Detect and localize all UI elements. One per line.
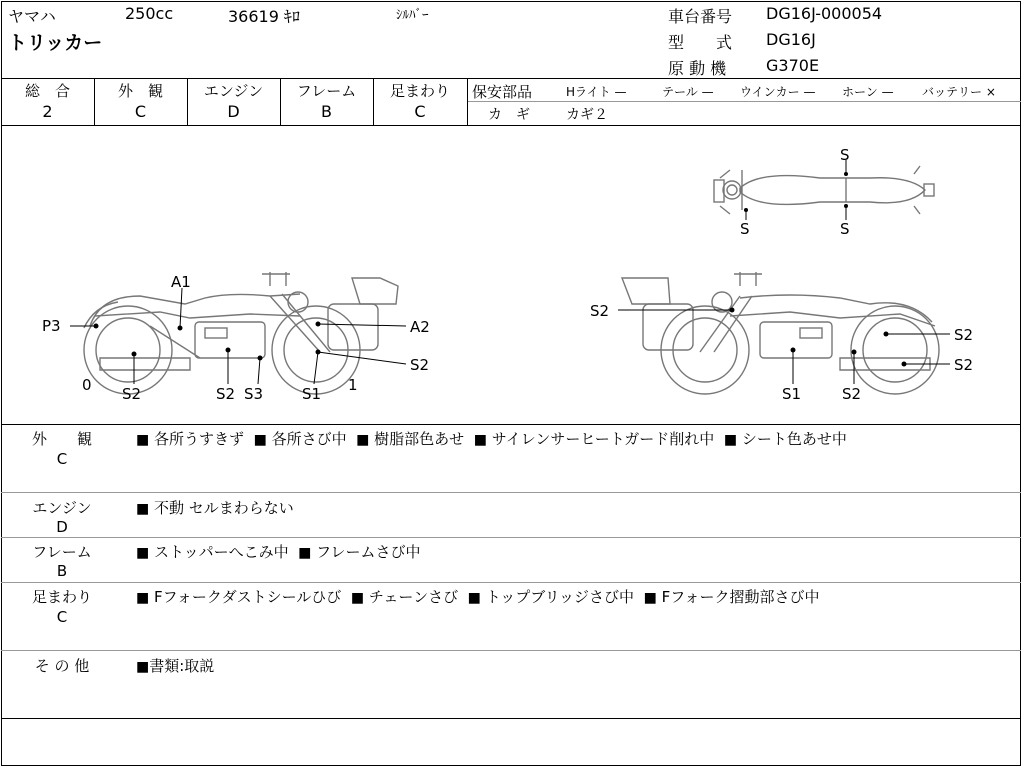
- mileage: 36619 ｷﾛ: [228, 7, 300, 26]
- safety-taillight: テール —: [662, 85, 714, 99]
- remark-category: 足まわり: [31, 588, 92, 606]
- key-value: カギ２: [566, 107, 608, 123]
- color: ｼﾙﾊﾞｰ: [396, 8, 429, 23]
- divider: [467, 78, 468, 125]
- divider: [1, 537, 1021, 538]
- diagram-label: S2: [954, 326, 974, 344]
- diagram-label: S1: [302, 385, 322, 403]
- remark-category: そ の 他: [34, 657, 90, 675]
- diagram-label: 1: [348, 376, 358, 394]
- remark-items: ■ 各所うすきず ■ 各所さび中 ■ 樹脂部色あせ ■ サイレンサーヒートガード削れ中 ■ シート色あせ中: [136, 430, 847, 448]
- type-value: DG16J: [766, 30, 816, 49]
- diagram-label: S2: [590, 302, 610, 320]
- safety-horn: ホーン —: [842, 85, 894, 99]
- engine-label: 原 動 機: [668, 59, 727, 78]
- frame-no-label: 車台番号: [668, 7, 733, 26]
- divider: [1, 582, 1021, 583]
- remark-items: ■ Fフォークダストシールひび ■ チェーンさび ■ トップブリッジさび中 ■ Fフォーク摺動部さび中: [136, 588, 820, 606]
- safety-battery: バッテリー ×: [922, 85, 996, 99]
- grade-total-value: 2: [42, 102, 53, 121]
- diagram-label: S: [740, 220, 750, 238]
- diagram-label: S: [840, 220, 850, 238]
- safety-parts-label: 保安部品: [472, 83, 533, 101]
- diagram-label: P3: [42, 317, 61, 335]
- divider: [1, 424, 1021, 425]
- engine-value: G370E: [766, 56, 820, 75]
- diagram-label: S2: [122, 385, 142, 403]
- diagram-label: S1: [782, 385, 802, 403]
- diagram-label: S: [840, 146, 850, 164]
- frame-no: DG16J-000054: [766, 4, 883, 23]
- remark-grade: B: [56, 562, 68, 580]
- remark-items: ■ ストッパーへこみ中 ■ フレームさび中: [136, 543, 421, 561]
- remark-category: 外 観: [31, 430, 92, 448]
- remark-category: エンジン: [32, 499, 92, 517]
- diagram-label: S2: [842, 385, 862, 403]
- diagram-label: A2: [410, 318, 430, 336]
- model-name: トリッカー: [8, 32, 103, 54]
- grade-engine-value: D: [227, 102, 240, 121]
- divider: [1, 492, 1021, 493]
- remark-items: ■ 不動 セルまわらない: [136, 499, 294, 517]
- motorcycle-right-side-icon: [622, 272, 939, 394]
- maker: ヤマハ: [8, 7, 56, 26]
- divider: [1, 650, 1021, 651]
- diagram-label: 0: [82, 376, 92, 394]
- type-label: 型 式: [668, 33, 733, 52]
- diagram-label: S2: [410, 356, 430, 374]
- diagram-label: S2: [954, 356, 974, 374]
- divider: [1, 78, 1021, 79]
- grade-suspension-value: C: [414, 102, 426, 121]
- grade-total-label: 総 合: [24, 82, 70, 100]
- remark-grade: D: [56, 518, 68, 536]
- motorcycle-top-view-icon: [714, 166, 934, 214]
- diagram-label: A1: [171, 273, 191, 291]
- safety-headlight: Hライト —: [566, 85, 627, 99]
- remark-grade: C: [56, 450, 68, 468]
- remark-category: フレーム: [32, 543, 92, 561]
- remark-grade: C: [56, 608, 68, 626]
- grade-suspension-label: 足まわり: [389, 82, 450, 100]
- displacement: 250cc: [125, 4, 174, 23]
- grade-engine-label: エンジン: [203, 82, 264, 100]
- grade-appearance-value: C: [134, 102, 147, 121]
- key-label: カ ギ: [488, 107, 530, 123]
- grade-appearance-label: 外 観: [117, 82, 163, 100]
- grade-frame-label: フレーム: [296, 82, 357, 100]
- diagram-label: S2: [216, 385, 236, 403]
- diagram-label: S3: [244, 385, 264, 403]
- divider: [468, 101, 1021, 102]
- remark-items: ■書類:取説: [136, 657, 215, 675]
- divider: [1, 718, 1021, 719]
- damage-diagram: [0, 126, 1024, 422]
- grade-frame-value: B: [321, 102, 332, 121]
- safety-winker: ウインカー —: [740, 85, 816, 99]
